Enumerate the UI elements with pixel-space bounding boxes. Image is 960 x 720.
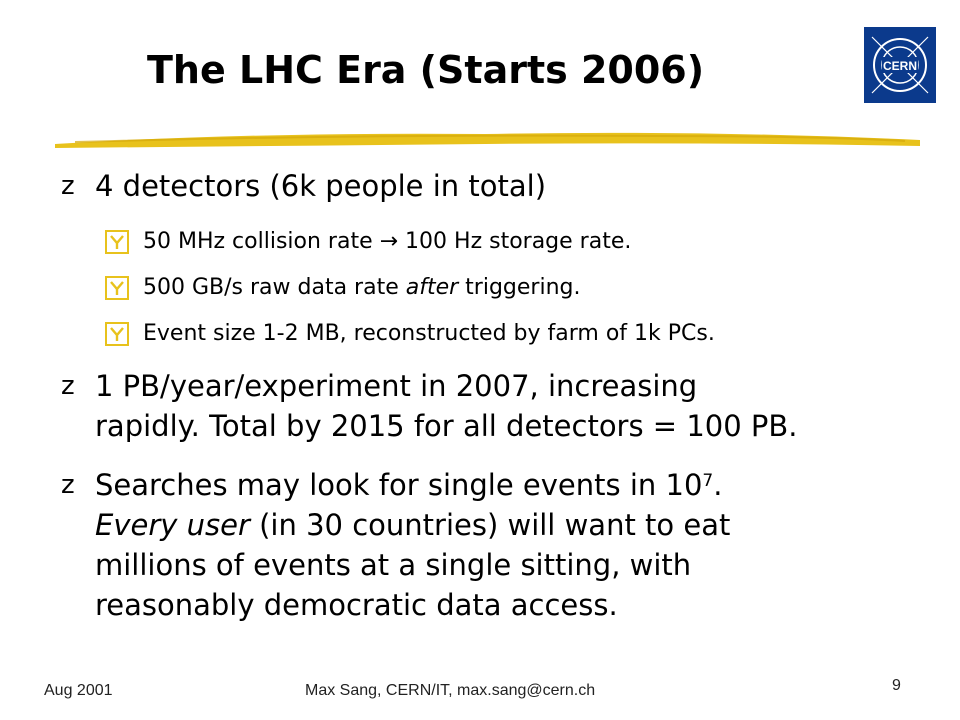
- slide-title: The LHC Era (Starts 2006): [147, 48, 705, 92]
- footer-date: Aug 2001: [44, 682, 113, 699]
- bullet-searches: z Searches may look for single events in $10^7$. Every user (in 30 countries) will want to eat millions of events at a single sitting, with reasonably democratic data access.: [95, 465, 925, 625]
- sub-bullet-raw-data-rate: 500 GB/s raw data rate after triggering.: [143, 272, 580, 304]
- page-number: 9: [892, 677, 901, 694]
- right-arrow-icon: →: [379, 229, 399, 254]
- bullet-detectors: z 4 detectors (6k people in total): [95, 166, 546, 206]
- bullet-pb-per-year: z 1 PB/year/experiment in 2007, increasing rapidly. Total by 2015 for all detectors = 100 PB.: [95, 366, 925, 446]
- checkbox-y-icon: [105, 230, 129, 254]
- bullet-z-icon: z: [61, 171, 75, 201]
- footer-author: Max Sang, CERN/IT, max.sang@cern.ch: [305, 682, 596, 699]
- bullet-z-icon: z: [61, 371, 75, 401]
- checkbox-y-icon: [105, 276, 129, 300]
- checkbox-y-icon: [105, 322, 129, 346]
- bullet-z-icon: z: [61, 470, 75, 500]
- title-underline-rule: [55, 122, 920, 154]
- cern-logo: [864, 27, 936, 103]
- logo-text: CERN: [882, 59, 918, 73]
- sub-bullet-event-size: Event size 1-2 MB, reconstructed by farm of 1k PCs.: [143, 318, 715, 350]
- sub-bullet-collision-rate: 50 MHz collision rate → 100 Hz storage rate.: [143, 226, 631, 258]
